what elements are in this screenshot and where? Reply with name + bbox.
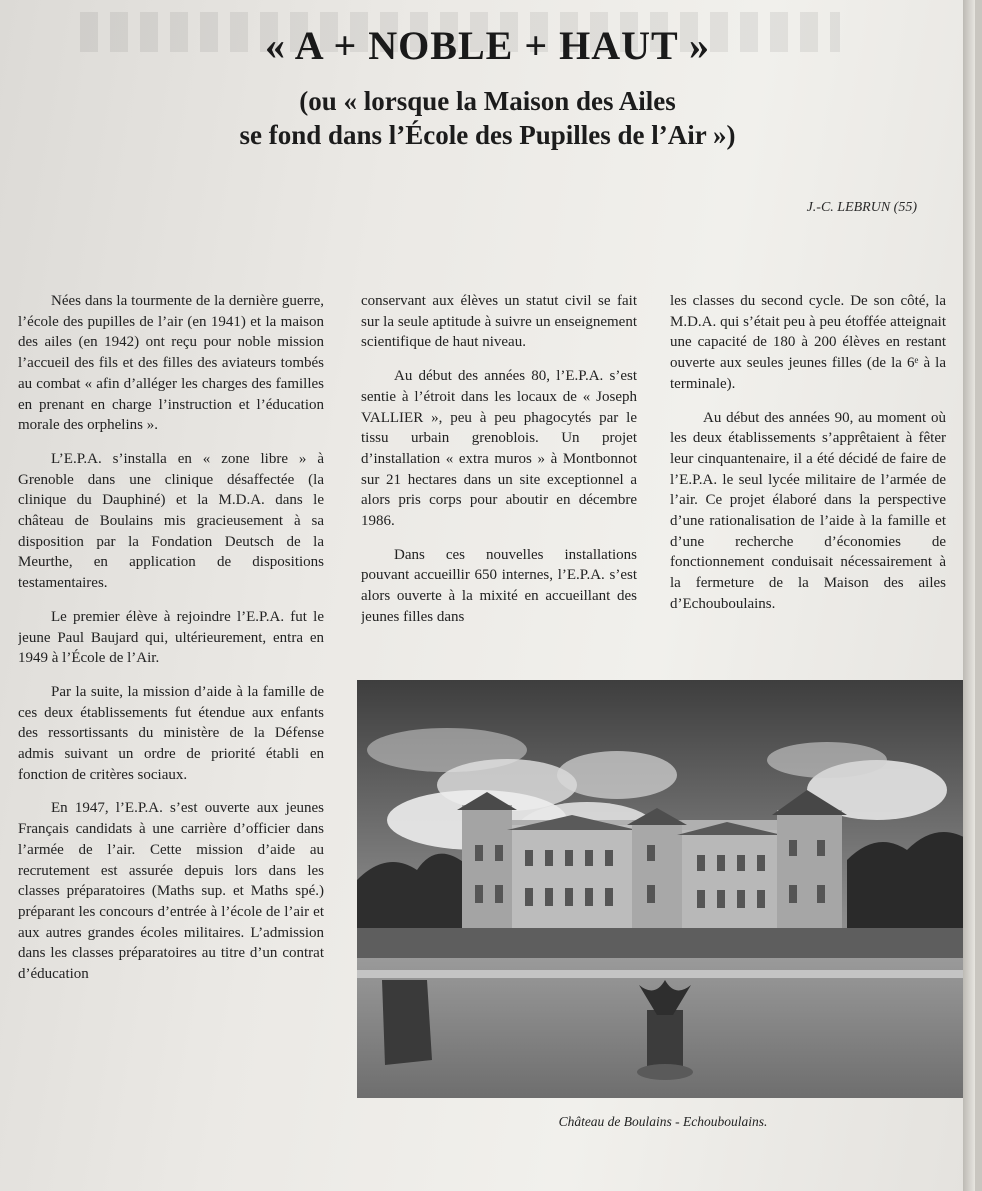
subtitle-line: (ou « lorsque la Maison des Ailes xyxy=(299,86,676,116)
paragraph: Dans ces nouvelles installations pouvant accueillir 650 internes, l’E.P.A. s’est alors ouverte à la mixité en accueillant des jeunes filles dans xyxy=(361,546,637,625)
article-title: « A + NOBLE + HAUT » xyxy=(265,23,710,68)
paragraph: Au début des années 90, au moment où les deux établissements s’apprêtaient à fêter leur cinquantenaire, il a été décidé de faire de l’E.P.A. le seul lycée militaire de l’armée de l’air. Ce projet élaboré dans la perspective d’une rationalisation de l’aide à la famille et d’une recherche d’économies de fonctionnement conduisait nécessairement à la fermeture de la Maison des ailes d’Echouboulains. xyxy=(670,409,946,612)
photo-caption: Château de Boulains - Echouboulains. xyxy=(558,1114,768,1129)
paragraph: En 1947, l’E.P.A. s’est ouverte aux jeunes Français candidats à une carrière d’officier dans l’armée de l’air. Cette mission d’aide au recrutement est assurée depuis lors dans les classes préparatoires (Maths sup. et Maths spé.) préparant les concours d’entrée à l’école de l’air et aux autres grandes écoles militaires. L’admission dans les classes préparatoires au titre d’un contrat d’éducation xyxy=(18,800,324,983)
text-column-middle xyxy=(361,291,637,651)
paragraph: Par la suite, la mission d’aide à la famille de ces deux établissements fut étendue aux enfants des ressortissants du ministère de la Défense admis suivant un ordre de priorité établi en fonction de critères sociaux. xyxy=(18,683,324,783)
text-column-left xyxy=(18,291,324,1151)
text-column-right xyxy=(670,291,946,661)
chateau-photo-image xyxy=(357,680,969,1098)
paragraph: les classes du second cycle. De son côté, la M.D.A. qui s’était peu à peu étoffée atteignait une capacité de 180 à 200 élèves en restant ouverte aux seules jeunes filles (de la 6ᵉ à la terminale). xyxy=(670,293,946,392)
subtitle-line: se fond dans l’École des Pupilles de l’Air ») xyxy=(239,120,736,150)
page-edge xyxy=(963,0,975,1191)
paragraph: Nées dans la tourmente de la dernière guerre, l’école des pupilles de l’air (en 1941) et la maison des ailes (en 1942) ont reçu pour noble mission l’accueil des fils et des filles des aviateurs tombés au combat « afin d’alléger les charges des familles en prenant en charge l’instruction et l’éducation morale des orphelins ». xyxy=(18,293,324,434)
chateau-photo xyxy=(357,680,969,1098)
paragraph: Le premier élève à rejoindre l’E.P.A. fut le jeune Paul Baujard qui, ultérieurement, entra en 1949 à l’École de l’Air. xyxy=(18,608,324,667)
article-subtitle xyxy=(0,84,975,152)
author-byline: J.-C. LEBRUN (55) xyxy=(806,200,917,215)
paragraph: L’E.P.A. s’installa en « zone libre » à Grenoble dans une clinique désaffectée (la clinique du Dauphiné) et la M.D.A. dans le château de Boulains mis gracieusement à sa disposition par la Fondation Deutsch de la Meurthe, en application de dispositions testamentaires. xyxy=(18,450,324,592)
paragraph: Au début des années 80, l’E.P.A. s’est sentie à l’étroit dans les locaux de « Joseph VALLIER », peu à peu phagocytés par le tissu urbain grenoblois. Un projet d’installation « extra muros » à Montbonnot sur 21 hectares dans un site exceptionnel a alors pris corps pour aboutir en décembre 1986. xyxy=(361,368,637,530)
paragraph: conservant aux élèves un statut civil se fait sur la seule aptitude à suivre un enseignement scientifique de haut niveau. xyxy=(361,293,637,351)
